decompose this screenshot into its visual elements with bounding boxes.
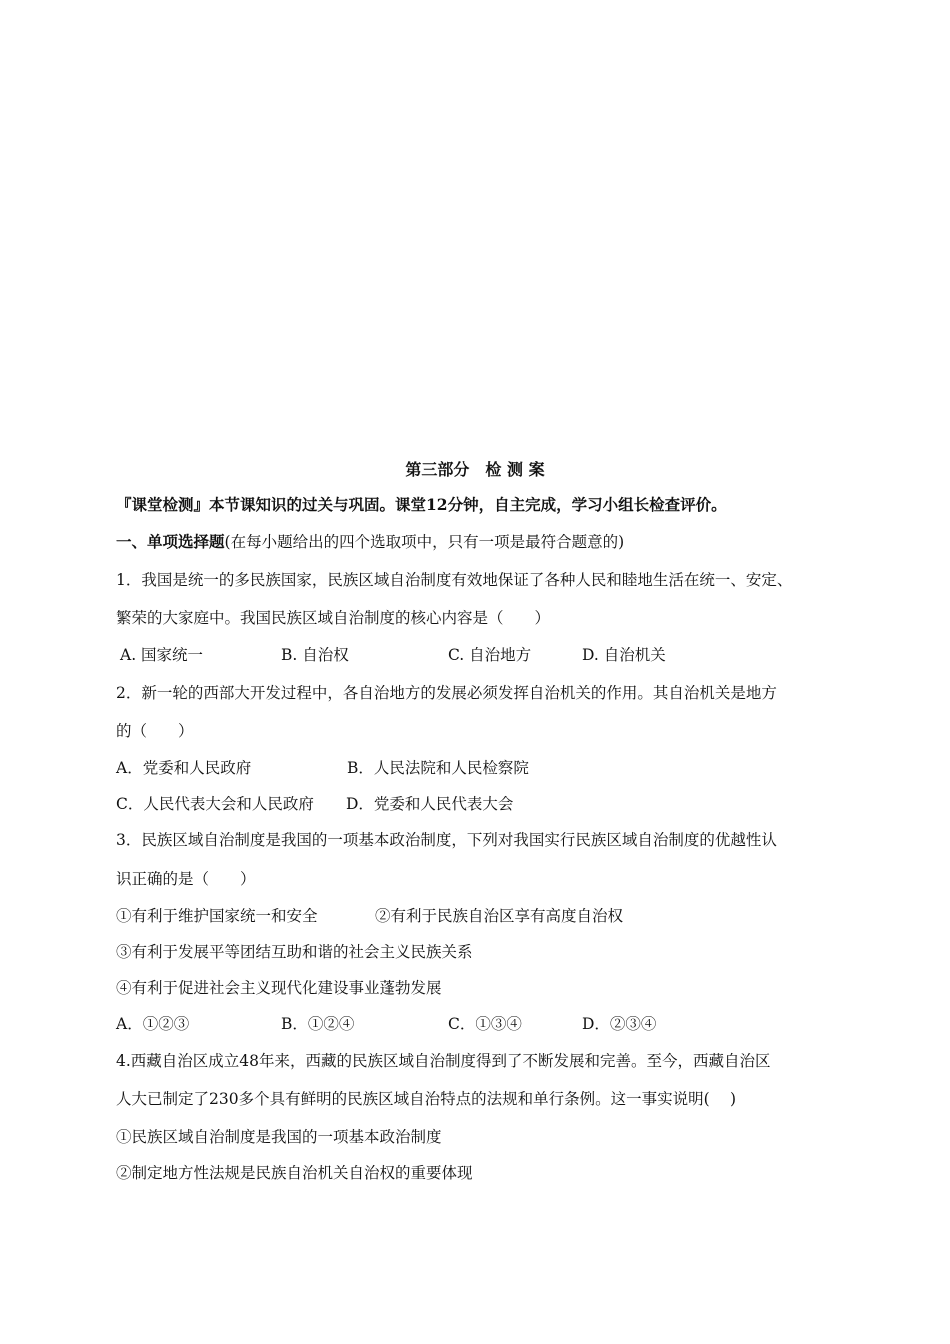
intro-text: 『课堂检测』本节课知识的过关与巩固。课堂12分钟，自主完成，学习小组长检查评价。 xyxy=(116,495,727,514)
q1-option-d: D. 自治机关 xyxy=(582,646,666,664)
q3-statement-1: ①有利于维护国家统一和安全 xyxy=(116,907,318,925)
q2-option-c: C．人民代表大会和人民政府 xyxy=(116,795,314,813)
section-heading xyxy=(116,532,624,552)
q4-statement-2: ②制定地方性法规是民族自治机关自治权的重要体现 xyxy=(116,1164,473,1182)
q1-line1: 1．我国是统一的多民族国家，民族区域自治制度有效地保证了各种人民和睦地生活在统一、安定、 xyxy=(116,571,793,589)
q2-option-a: A．党委和人民政府 xyxy=(116,759,252,777)
q4-line2: 人大已制定了230多个具有鲜明的民族区域自治特点的法规和单行条例。这一事实说明( ) xyxy=(116,1090,737,1108)
q3-option-b: B．①②④ xyxy=(281,1015,355,1033)
q2-line2: 的（ ） xyxy=(116,722,194,740)
q1-line2: 繁荣的大家庭中。我国民族区域自治制度的核心内容是（ ） xyxy=(116,609,551,627)
q2-line1: 2．新一轮的西部大开发过程中，各自治地方的发展必须发挥自治机关的作用。其自治机关是地方 xyxy=(116,684,777,702)
q4-statement-1: ①民族区域自治制度是我国的一项基本政治制度 xyxy=(116,1128,442,1146)
q2-option-d: D．党委和人民代表大会 xyxy=(346,795,514,813)
q3-statement-3: ③有利于发展平等团结互助和谐的社会主义民族关系 xyxy=(116,943,473,961)
q1-option-c: C. 自治地方 xyxy=(448,646,532,664)
q4-line1: 4.西藏自治区成立48年来，西藏的民族区域自治制度得到了不断发展和完善。至今，西藏自治区 xyxy=(116,1052,771,1070)
section-heading-label: 一、单项选择题 xyxy=(116,532,225,551)
q1-option-a: A. 国家统一 xyxy=(120,646,204,664)
q3-option-c: C．①③④ xyxy=(448,1015,522,1033)
q3-statement-2: ②有利于民族自治区享有高度自治权 xyxy=(375,907,624,925)
q3-option-d: D．②③④ xyxy=(582,1015,657,1033)
q3-statement-4: ④有利于促进社会主义现代化建设事业蓬勃发展 xyxy=(116,979,442,997)
q2-option-b: B．人民法院和人民检察院 xyxy=(347,759,529,777)
section-heading-note: (在每小题给出的四个选取项中，只有一项是最符合题意的) xyxy=(224,533,625,551)
q3-line1: 3．民族区域自治制度是我国的一项基本政治制度，下列对我国实行民族区域自治制度的优越性认 xyxy=(116,831,777,849)
page-title: 第三部分 检 测 案 xyxy=(405,460,545,479)
q1-option-b: B. 自治权 xyxy=(281,646,349,664)
q3-line2: 识正确的是（ ） xyxy=(116,870,256,888)
q3-option-a: A．①②③ xyxy=(116,1015,190,1033)
